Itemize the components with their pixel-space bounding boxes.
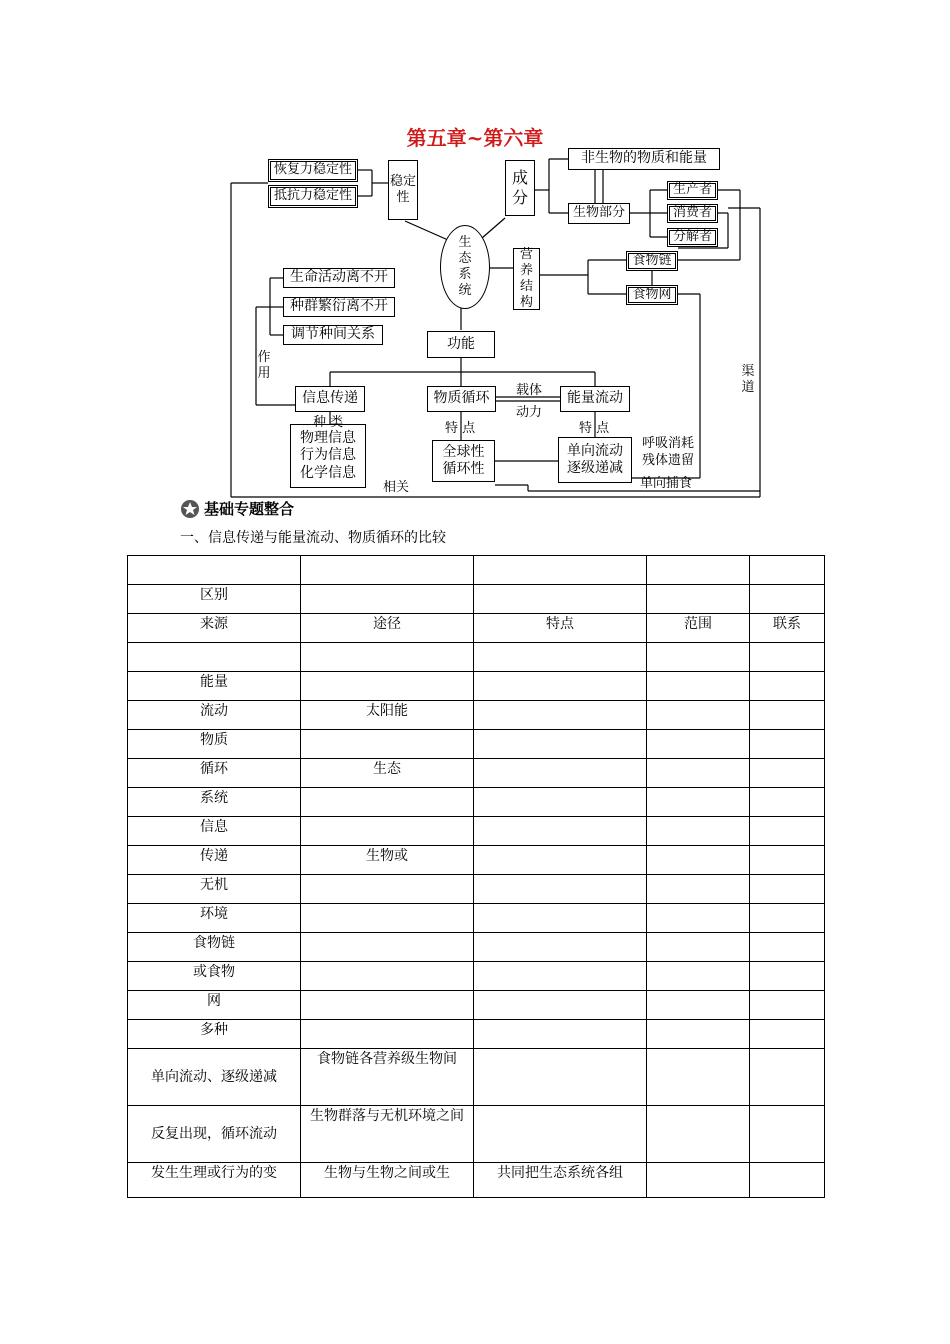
table-cell <box>647 643 750 672</box>
table-cell: 范围 <box>647 614 750 643</box>
info-kinds-box: 物理信息 行为信息 化学信息 <box>290 424 366 488</box>
table-cell <box>750 875 825 904</box>
table-cell <box>301 991 474 1020</box>
table-cell: 单向流动、逐级递减 <box>128 1049 301 1106</box>
table-cell: 特点 <box>474 614 647 643</box>
table-cell <box>647 991 750 1020</box>
table-cell <box>750 962 825 991</box>
related-label: 相关 <box>383 480 410 495</box>
table-cell <box>474 846 647 875</box>
table-cell <box>750 904 825 933</box>
star-badge-icon <box>180 499 200 519</box>
comparison-table <box>127 555 825 1198</box>
info-transfer-box: 信息传递 <box>295 386 365 412</box>
table-cell: 食物链 <box>128 933 301 962</box>
food-chain-box: 食物链 <box>626 251 678 271</box>
table-cell <box>474 759 647 788</box>
table-cell <box>647 875 750 904</box>
table-cell: 反复出现，循环流动 <box>128 1106 301 1163</box>
table-cell <box>301 817 474 846</box>
table-row <box>128 1020 825 1049</box>
table-cell <box>750 1106 825 1163</box>
respiration-label: 呼吸消耗 残体遗留 <box>642 436 695 468</box>
biotic-box: 生物部分 <box>568 203 630 224</box>
table-cell <box>301 788 474 817</box>
table-cell: 系统 <box>128 788 301 817</box>
energy-feature-label: 特 点 <box>579 421 610 436</box>
table-cell <box>750 643 825 672</box>
resistance-stability-box: 抵抗力稳定性 <box>268 185 358 208</box>
table-cell <box>750 730 825 759</box>
kinds-label: 种 类 <box>313 415 344 430</box>
table-cell <box>750 1020 825 1049</box>
table-cell <box>647 556 750 585</box>
table-cell <box>647 817 750 846</box>
table-cell <box>474 730 647 759</box>
table-cell: 能量 <box>128 672 301 701</box>
table-row <box>128 991 825 1020</box>
table-cell: 或食物 <box>128 962 301 991</box>
energy-feature-box: 单向流动 逐级递减 <box>558 437 632 483</box>
matter-feature-box: 全球性 循环性 <box>432 440 495 482</box>
energy-flow-box: 能量流动 <box>560 386 630 412</box>
table-cell <box>474 1106 647 1163</box>
ecosystem-center: 生态系统 <box>440 225 490 309</box>
table-cell: 物质 <box>128 730 301 759</box>
table-cell <box>474 643 647 672</box>
table-cell <box>474 701 647 730</box>
table-cell: 循环 <box>128 759 301 788</box>
matter-cycle-box: 物质循环 <box>427 386 496 412</box>
producer-box: 生产者 <box>667 181 718 200</box>
table-cell <box>301 1020 474 1049</box>
table-cell <box>301 556 474 585</box>
table-row <box>128 643 825 672</box>
table-cell <box>474 875 647 904</box>
table-row <box>128 701 825 730</box>
table-row <box>128 962 825 991</box>
table-cell: 生态 <box>301 759 474 788</box>
table-cell: 环境 <box>128 904 301 933</box>
table-cell <box>474 991 647 1020</box>
table-cell <box>647 1020 750 1049</box>
table-cell <box>647 788 750 817</box>
role-interspecies-box: 调节种间关系 <box>283 325 383 345</box>
decomposer-box: 分解者 <box>667 228 718 247</box>
table-row <box>128 1106 825 1163</box>
table-cell: 区别 <box>128 585 301 614</box>
table-cell <box>474 1049 647 1106</box>
channel-label: 渠道 <box>741 364 755 395</box>
abiotic-box: 非生物的物质和能量 <box>568 148 720 170</box>
table-cell <box>301 585 474 614</box>
table-cell: 生物或 <box>301 846 474 875</box>
carrier-label: 载体 <box>516 383 543 398</box>
table-row <box>128 875 825 904</box>
table-cell <box>647 904 750 933</box>
table-row <box>128 614 825 643</box>
table-cell <box>647 701 750 730</box>
table-cell <box>750 846 825 875</box>
table-row <box>128 817 825 846</box>
table-cell <box>750 701 825 730</box>
table-cell <box>647 1163 750 1198</box>
predation-label: 单向捕食 <box>640 476 693 491</box>
table-cell <box>647 1106 750 1163</box>
table-cell <box>750 1049 825 1106</box>
trophic-structure-box: 营养结构 <box>513 248 540 310</box>
table-cell: 来源 <box>128 614 301 643</box>
table-cell <box>474 556 647 585</box>
resilience-stability-box: 恢复力稳定性 <box>268 159 358 182</box>
table-cell <box>301 643 474 672</box>
table-row <box>128 788 825 817</box>
table-cell: 无机 <box>128 875 301 904</box>
table-row <box>128 556 825 585</box>
table-cell <box>301 875 474 904</box>
table-row <box>128 1049 825 1106</box>
table-cell: 发生生理或行为的变 <box>128 1163 301 1198</box>
table-cell <box>474 817 647 846</box>
table-row <box>128 904 825 933</box>
table-cell <box>750 788 825 817</box>
table-cell: 共同把生态系统各组 <box>474 1163 647 1198</box>
table-row <box>128 585 825 614</box>
table-cell <box>750 672 825 701</box>
table-cell <box>474 933 647 962</box>
role-label: 作用 <box>257 350 271 381</box>
table-cell: 生物与生物之间或生 <box>301 1163 474 1198</box>
role-life-box: 生命活动离不开 <box>283 268 395 288</box>
table-row <box>128 1163 825 1198</box>
table-cell <box>647 933 750 962</box>
table-cell: 信息 <box>128 817 301 846</box>
table-cell: 多种 <box>128 1020 301 1049</box>
table-cell <box>647 730 750 759</box>
consumer-box: 消费者 <box>667 204 718 223</box>
table-cell <box>474 1020 647 1049</box>
table-cell <box>750 1163 825 1198</box>
table-cell: 传递 <box>128 846 301 875</box>
table-cell <box>301 672 474 701</box>
section-heading-text: 基础专题整合 <box>204 500 295 518</box>
table-cell <box>647 759 750 788</box>
table-cell <box>647 1049 750 1106</box>
table-cell: 途径 <box>301 614 474 643</box>
table-cell <box>647 585 750 614</box>
function-box: 功能 <box>427 331 495 358</box>
stability-box: 稳定性 <box>388 160 418 220</box>
table-row <box>128 846 825 875</box>
table-cell: 太阳能 <box>301 701 474 730</box>
components-box: 成分 <box>505 160 535 216</box>
table-cell <box>301 904 474 933</box>
role-population-box: 种群繁衍离不开 <box>283 297 395 317</box>
table-cell <box>750 817 825 846</box>
table-cell <box>750 933 825 962</box>
table-cell <box>647 846 750 875</box>
matter-feature-label: 特 点 <box>445 421 476 436</box>
section-heading <box>180 498 294 519</box>
table-cell <box>474 585 647 614</box>
table-cell <box>474 788 647 817</box>
table-cell <box>474 904 647 933</box>
power-label: 动力 <box>516 405 543 420</box>
table-cell <box>301 730 474 759</box>
table-cell <box>647 962 750 991</box>
table-cell <box>750 585 825 614</box>
table-cell <box>474 672 647 701</box>
table-cell <box>128 556 301 585</box>
table-cell: 生物群落与无机环境之间 <box>301 1106 474 1163</box>
page-title: 第五章~第六章 <box>406 126 544 150</box>
table-cell <box>128 643 301 672</box>
table-cell: 食物链各营养级生物间 <box>301 1049 474 1106</box>
table-cell <box>750 991 825 1020</box>
table-cell <box>301 962 474 991</box>
table-cell <box>474 962 647 991</box>
section-subheading: 一、信息传递与能量流动、物质循环的比较 <box>180 530 446 546</box>
table-row <box>128 672 825 701</box>
table-cell: 联系 <box>750 614 825 643</box>
table-cell <box>750 759 825 788</box>
table-row <box>128 759 825 788</box>
table-cell <box>750 556 825 585</box>
table-cell: 流动 <box>128 701 301 730</box>
table-row <box>128 933 825 962</box>
table-cell: 网 <box>128 991 301 1020</box>
table-cell <box>301 933 474 962</box>
table-row <box>128 730 825 759</box>
table-cell <box>647 672 750 701</box>
food-web-box: 食物网 <box>626 285 678 305</box>
